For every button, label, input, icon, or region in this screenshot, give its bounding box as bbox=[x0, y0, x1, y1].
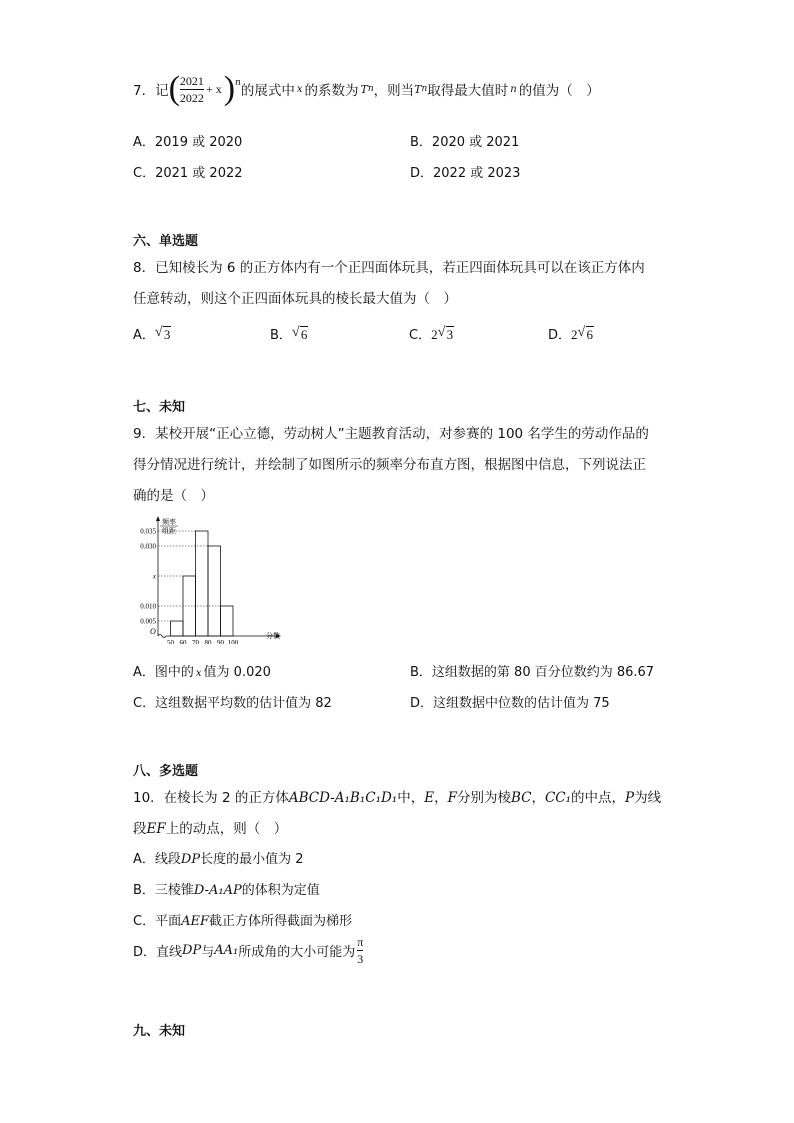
text: 为线 bbox=[634, 790, 662, 806]
q9-option-a[interactable] bbox=[133, 661, 271, 680]
section-6-heading: 六、单选题 bbox=[133, 234, 199, 249]
histogram-bar bbox=[171, 621, 184, 636]
radicand: 3 bbox=[446, 327, 454, 342]
x-tick-label: 90 bbox=[217, 639, 224, 644]
sqrt-6: √ 6 bbox=[577, 325, 594, 342]
q7-text2: 的系数为 bbox=[304, 83, 359, 99]
q10-option-a[interactable] bbox=[133, 848, 303, 867]
q7-text5: 的值为（ ） bbox=[518, 83, 600, 99]
q8-option-c[interactable] bbox=[409, 324, 454, 343]
q8-line1: 8．已知棱长为 6 的正方体内有一个正四面体玩具，若正四面体玩具可以在该正方体内 bbox=[133, 260, 645, 276]
math-EF: EF bbox=[146, 821, 166, 837]
fraction-numerator: 2021 bbox=[179, 73, 204, 88]
text: 分别为棱 bbox=[456, 790, 511, 806]
option-label: B． bbox=[270, 328, 292, 343]
q7-option-b[interactable]: B．2020 或 2021 bbox=[410, 135, 520, 150]
q7-text1: 的展式中 bbox=[240, 83, 295, 99]
text: 与 bbox=[201, 945, 215, 960]
text: C．平面 bbox=[133, 914, 182, 929]
math-E: E bbox=[424, 790, 435, 806]
radicand: 6 bbox=[300, 327, 308, 342]
option-label: C． bbox=[409, 328, 432, 343]
y-tick-label: 0.030 bbox=[140, 542, 156, 551]
option-label: A． bbox=[133, 328, 155, 343]
section-7-heading: 七、未知 bbox=[133, 400, 186, 415]
text: 长度的最小值为 2 bbox=[200, 852, 304, 867]
radicand: 6 bbox=[586, 327, 594, 342]
plus-x: + x bbox=[205, 81, 222, 96]
math-BC: BC bbox=[510, 790, 532, 806]
fraction-numerator: π bbox=[357, 935, 364, 949]
math-plane: AEF bbox=[181, 914, 209, 929]
left-paren: ( bbox=[168, 70, 180, 107]
sqrt-3: √ 3 bbox=[154, 325, 171, 342]
q7-text3: ，则当 bbox=[373, 83, 415, 99]
text: 中， bbox=[397, 790, 425, 806]
y-tick-label: x bbox=[152, 572, 156, 581]
math-CC1: CC₁ bbox=[544, 790, 572, 806]
q9-line2: 得分情况进行统计，并绘制了如图所示的频率分布直方图，根据图中信息，下列说法正 bbox=[133, 457, 646, 473]
sqrt-6: √ 6 bbox=[291, 325, 308, 342]
option-label: D． bbox=[548, 328, 572, 343]
y-tick-label: 0.005 bbox=[140, 617, 156, 626]
var-T-2: T bbox=[414, 82, 422, 96]
section-9-heading: 九、未知 bbox=[133, 1024, 186, 1039]
text: D．直线 bbox=[133, 945, 183, 960]
q9-option-c[interactable]: C．这组数据平均数的估计值为 82 bbox=[133, 696, 332, 711]
histogram-bar bbox=[221, 606, 234, 636]
q7-option-c[interactable]: C．2021 或 2022 bbox=[133, 166, 243, 181]
math-cube: ABCD-A₁B₁C₁D₁ bbox=[288, 790, 398, 806]
text: 截正方体所得截面为梯形 bbox=[208, 914, 352, 929]
text: 所成角的大小可能为 bbox=[238, 945, 356, 960]
math-AA1: AA₁ bbox=[214, 943, 239, 958]
math-DP: DP bbox=[182, 943, 202, 958]
var-n: n bbox=[510, 83, 517, 95]
q7-option-d[interactable]: D．2022 或 2023 bbox=[410, 166, 521, 181]
q10-option-d[interactable] bbox=[133, 936, 363, 965]
text: B．三棱锥 bbox=[133, 883, 194, 898]
pi-over-3 bbox=[357, 936, 363, 965]
fraction-denominator: 2022 bbox=[179, 90, 204, 105]
q9-option-d[interactable]: D．这组数据中位数的估计值为 75 bbox=[410, 696, 610, 711]
text: 的中点， bbox=[571, 790, 626, 806]
q8-option-b[interactable] bbox=[270, 324, 308, 343]
option-text: 值为 0.020 bbox=[203, 665, 271, 680]
q8-line2: 任意转动，则这个正四面体玩具的棱长最大值为（ ） bbox=[133, 291, 457, 307]
x-tick-label: 100 bbox=[227, 639, 239, 644]
math-F: F bbox=[447, 790, 457, 806]
text: 上的动点，则（ ） bbox=[165, 821, 288, 837]
y-tick-label: 0.010 bbox=[140, 602, 156, 611]
var-T: T bbox=[360, 82, 368, 96]
text: 段 bbox=[133, 821, 147, 837]
radicand: 3 bbox=[163, 327, 171, 342]
q9-option-b[interactable]: B．这组数据的第 80 百分位数约为 86.67 bbox=[410, 665, 655, 680]
q10-option-c[interactable] bbox=[133, 910, 352, 929]
y-label-top: 频率 bbox=[162, 518, 176, 526]
question-7 bbox=[133, 72, 600, 106]
frequency-histogram bbox=[128, 512, 288, 644]
q7-text4: 取得最大值时 bbox=[427, 83, 509, 99]
q7-number: 7．记 bbox=[133, 83, 169, 99]
text: A．线段 bbox=[133, 852, 181, 867]
origin-label: O bbox=[150, 627, 156, 636]
histogram-bar bbox=[196, 531, 209, 636]
text: 的体积为定值 bbox=[241, 883, 320, 898]
x-tick-label: 80 bbox=[204, 639, 212, 644]
text: ， bbox=[531, 790, 545, 806]
option-text: A．图中的 bbox=[133, 665, 194, 680]
y-label-bottom: 组距 bbox=[162, 527, 176, 535]
section-8-heading: 八、多选题 bbox=[133, 764, 199, 779]
q10-line2 bbox=[133, 817, 287, 837]
x-tick-label: 70 bbox=[192, 639, 199, 644]
text: ， bbox=[434, 790, 448, 806]
q8-option-d[interactable] bbox=[548, 324, 594, 343]
y-axis-arrow bbox=[156, 516, 160, 521]
fraction-denominator: 3 bbox=[357, 952, 364, 966]
coefficient: 2 bbox=[431, 327, 438, 342]
right-paren: ) bbox=[223, 70, 236, 107]
coefficient: 2 bbox=[571, 327, 578, 342]
math-DP: DP bbox=[180, 852, 201, 867]
histogram-bar bbox=[208, 546, 221, 636]
x-tick-label: 50 bbox=[167, 639, 174, 644]
exponent-n: n bbox=[235, 78, 241, 88]
q10-option-b[interactable] bbox=[133, 879, 320, 898]
q10-line1 bbox=[133, 786, 661, 806]
y-tick-label: 0.035 bbox=[140, 527, 156, 536]
sqrt-3: √ 3 bbox=[437, 325, 454, 342]
q8-option-a[interactable] bbox=[133, 324, 171, 343]
q9-line1: 9．某校开展“正心立德，劳动树人”主题教育活动，对参赛的 100 名学生的劳动作品的 bbox=[133, 426, 649, 442]
var-T-sub: n bbox=[367, 84, 374, 94]
x-tick-label: 60 bbox=[179, 639, 187, 644]
var-T-sub-2: n bbox=[421, 84, 428, 94]
var-x: x bbox=[296, 83, 303, 95]
math-P: P bbox=[625, 790, 635, 806]
text: 10．在棱长为 2 的正方体 bbox=[133, 790, 289, 806]
q7-fraction bbox=[180, 75, 204, 104]
q9-line3: 确的是（ ） bbox=[133, 488, 214, 504]
x-axis-label: 分数 bbox=[266, 632, 280, 640]
axis-break bbox=[158, 635, 166, 638]
math-tetra: D-A₁AP bbox=[193, 883, 242, 898]
var-x: x bbox=[195, 668, 202, 679]
q7-option-a[interactable]: A．2019 或 2020 bbox=[133, 135, 243, 150]
